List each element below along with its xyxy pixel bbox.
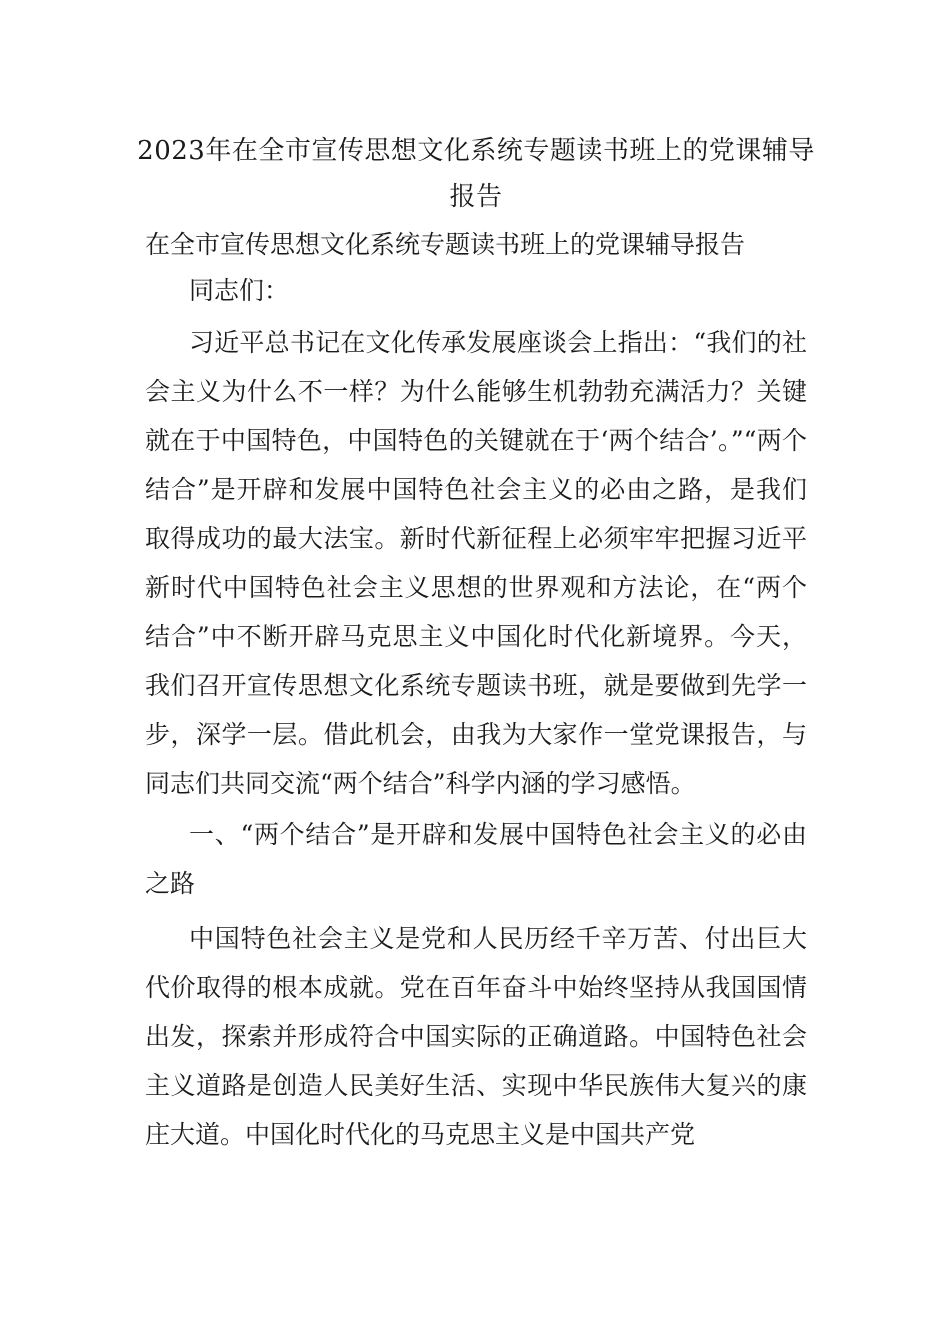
document-body bbox=[137, 128, 815, 1159]
intro-paragraph: 习近平总书记在文化传承发展座谈会上指出：“我们的社会主义为什么不一样？为什么能够生机勃勃充满活力？关键就在于中国特色，中国特色的关键就在于‘两个结合’。”“两个结合”是开辟和发展中国特色社会主义的必由之路，是我们取得成功的最大法宝。新时代新征程上必须牢牢把握习近平新时代中国特色社会主义思想的世界观和方法论，在“两个结合”中不断开辟马克思主义中国化时代化新境界。今天，我们召开宣传思想文化系统专题读书班，就是要做到先学一步，深学一层。借此机会，由我为大家作一堂党课报告，与同志们共同交流“两个结合”科学内涵的学习感悟。 bbox=[145, 328, 807, 798]
document-subtitle: 在全市宣传思想文化系统专题读书班上的党课辅导报告 bbox=[145, 230, 746, 259]
section-paragraph: 中国特色社会主义是党和人民历经千辛万苦、付出巨大代价取得的根本成就。党在百年奋斗中始终坚持从我国国情出发，探索并形成符合中国实际的正确道路。中国特色社会主义道路是创造人民美好生活、实现中华民族伟大复兴的康庄大道。中国化时代化的马克思主义是中国共产党 bbox=[145, 924, 807, 1149]
section-heading: 一、“两个结合”是开辟和发展中国特色社会主义的必由之路 bbox=[145, 820, 807, 898]
document-title: 2023年在全市宣传思想文化系统专题读书班上的党课辅导报告 bbox=[137, 136, 815, 212]
greeting: 同志们： bbox=[189, 276, 290, 305]
